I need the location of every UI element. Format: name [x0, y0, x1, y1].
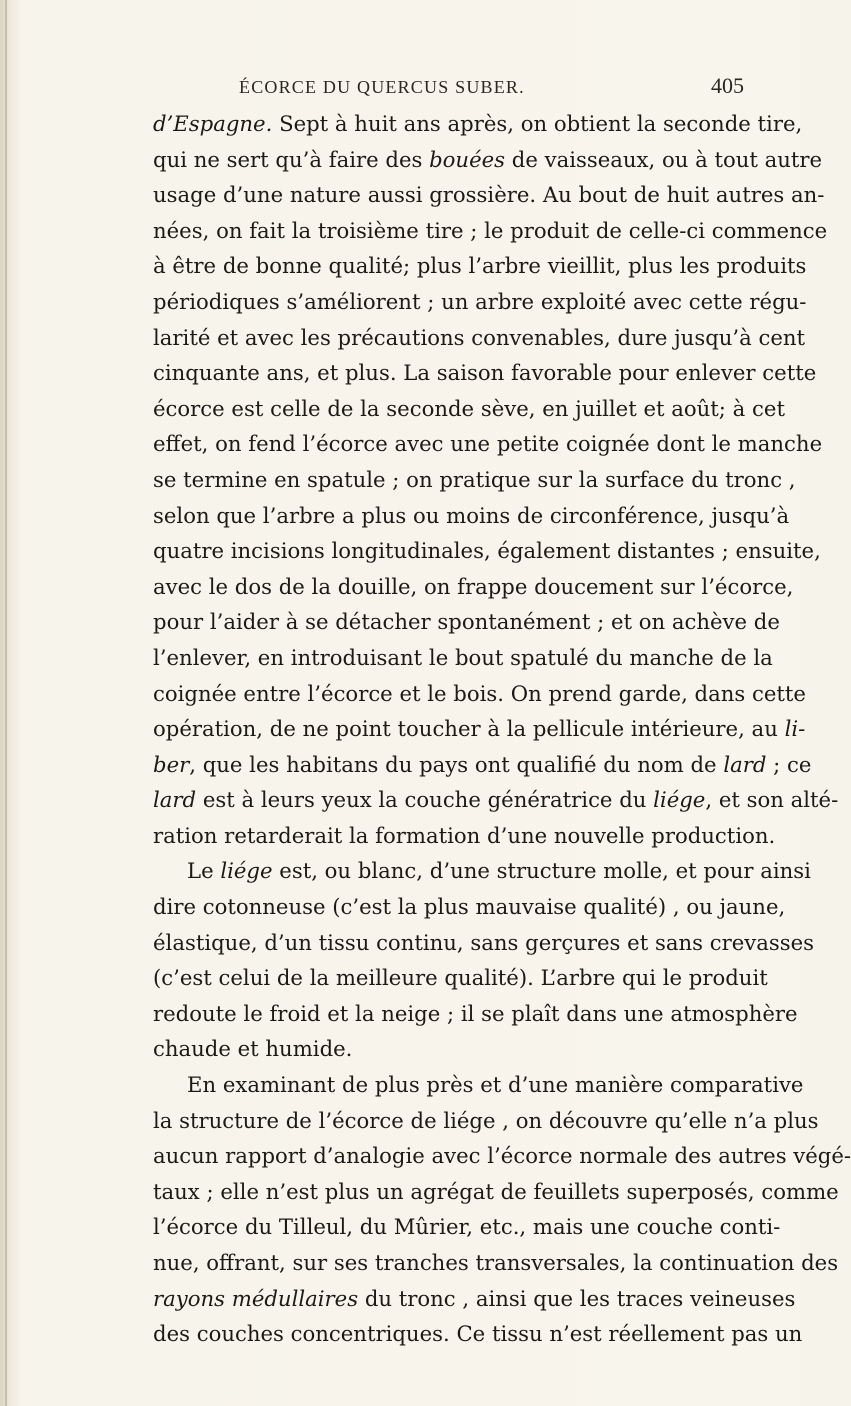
text-run: , que les habitans du pays ont qualifié du nom de [189, 751, 724, 777]
text-line: effet, on fend l’écorce avec une petite coignée dont le manche [153, 431, 823, 457]
text-line: cinquante ans, et plus. La saison favorable pour enlever cette [153, 360, 817, 386]
text-run: opération, de ne point toucher à la pellicule intérieure, au [153, 716, 785, 742]
text-line: élastique, d’un tissu continu, sans gerçures et sans crevasses [153, 929, 815, 955]
text-line [153, 782, 839, 818]
text-run: Sept à huit ans après, on obtient la seconde tire, [272, 111, 803, 136]
book-gutter-shadow [5, 0, 7, 1406]
text-line: écorce est celle de la seconde sève, en juillet et août; à cet [153, 395, 785, 421]
paragraph-cork-quality [153, 853, 815, 1067]
text-run: Le [187, 858, 221, 884]
text-line: l’enlever, en introduisant le bout spatulé du manche de la [153, 644, 773, 670]
text-run: est, ou blanc, d’une structure molle, et pour ainsi [272, 858, 811, 884]
text-line [153, 711, 806, 747]
text-line: quatre incisions longitudinales, également distantes ; ensuite, [153, 538, 821, 564]
italic-text: lard [153, 787, 197, 813]
text-line: (c’est celui de la meilleure qualité). L’arbre qui le produit [153, 965, 768, 991]
italic-text: ber [153, 751, 190, 777]
italic-text: d’Espagne. [153, 111, 273, 136]
paragraph-bark-structure [153, 1067, 851, 1352]
body-text [153, 106, 851, 1376]
text-line: la structure de l’écorce de liége , on découvre qu’elle n’a plus [153, 1107, 819, 1133]
text-line [153, 106, 803, 142]
italic-text: li- [784, 716, 806, 742]
text-line: coignée entre l’écorce et le bois. On prend garde, dans cette [153, 680, 806, 706]
text-line: chaude et humide. [153, 1036, 353, 1062]
text-line: nées, on fait la troisième tire ; le produit de celle-ci commence [153, 217, 828, 243]
italic-text: lard [723, 751, 767, 777]
italic-text: liége [653, 787, 706, 813]
text-run: est à leurs yeux la couche génératrice du [196, 787, 654, 813]
text-line: à être de bonne qualité; plus l’arbre vieillit, plus les produits [153, 253, 807, 279]
text-line [153, 1281, 796, 1317]
text-line: taux ; elle n’est plus un agrégat de feuillets superposés, comme [153, 1178, 839, 1204]
text-line [153, 142, 823, 178]
page-number: 405 [711, 73, 744, 98]
text-line: avec le dos de la douille, on frappe doucement sur l’écorce, [153, 573, 794, 599]
italic-text: liége [220, 858, 273, 884]
text-line: des couches concentriques. Ce tissu n’est réellement pas un [153, 1321, 803, 1347]
italic-text: bouées [429, 146, 506, 172]
text-line: dire cotonneuse (c’est la plus mauvaise qualité) , ou jaune, [153, 894, 786, 920]
paragraph-harvest [153, 106, 839, 853]
text-line: ration retarderait la formation d’une nouvelle production. [153, 822, 776, 848]
text-line [153, 853, 811, 889]
text-run: de vaisseaux, ou à tout autre [505, 146, 823, 172]
text-line [153, 747, 812, 783]
text-line: pour l’aider à se détacher spontanément ; et on achève de [153, 609, 780, 635]
text-line: périodiques s’améliorent ; un arbre exploité avec cette régu- [153, 288, 807, 314]
text-line: larité et avec les précautions convenables, dure jusqu’à cent [153, 324, 806, 350]
text-line: En examinant de plus près et d’une manière comparative [187, 1072, 804, 1098]
text-run: du tronc , ainsi que les traces veineuses [358, 1285, 796, 1311]
text-line: selon que l’arbre a plus ou moins de circonférence, jusqu’à [153, 502, 790, 528]
text-line: nue, offrant, sur ses tranches transversales, la continuation des [153, 1250, 839, 1275]
text-line: aucun rapport d’analogie avec l’écorce normale des autres végé- [153, 1143, 851, 1169]
text-line: l’écorce du Tilleul, du Mûrier, etc., mais une couche conti- [153, 1214, 781, 1240]
running-title: ÉCORCE DU QUERCUS SUBER. [239, 77, 525, 97]
text-line: se termine en spatule ; on pratique sur la surface du tronc , [153, 466, 796, 492]
text-line: usage d’une nature aussi grossière. Au bout de huit autres an- [153, 182, 825, 208]
text-run: ; ce [766, 751, 812, 777]
italic-text: rayons médullaires [153, 1285, 359, 1311]
text-run: qui ne sert qu’à faire des [153, 146, 430, 172]
text-run: , et son alté- [705, 787, 839, 813]
text-line: redoute le froid et la neige ; il se plaît dans une atmosphère [153, 1000, 798, 1026]
